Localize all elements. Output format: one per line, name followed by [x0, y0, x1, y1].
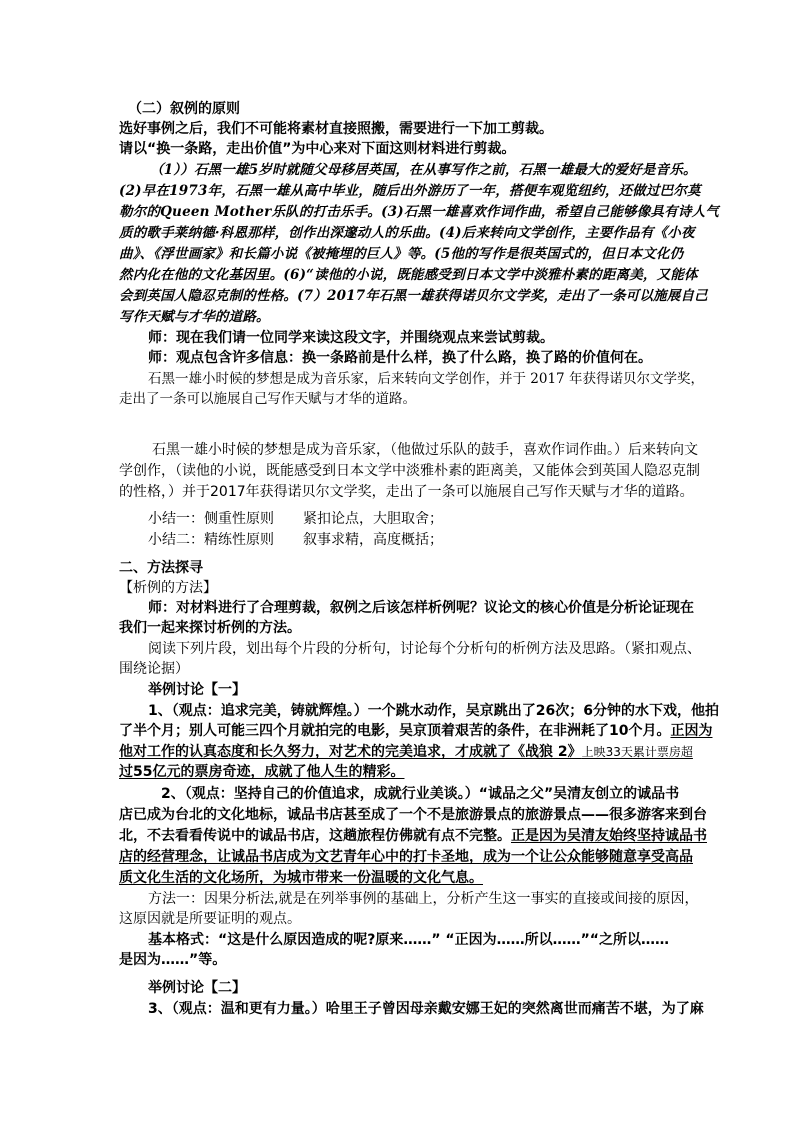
- analysis-sentence: 正是因为吴清友始终坚持诚品书: [511, 828, 707, 844]
- example-line: 3、（观点：温和更有力量。）哈里王子曾因母亲戴安娜王妃的突然离世而痛苦不堪，为了麻: [148, 1001, 704, 1017]
- analysis-sentence: [119, 742, 693, 762]
- analysis-sentence: 店的经营理念，让诚品书店成为文艺青年心中的打卡圣地，成为一个让公众能够随意享受高品: [119, 849, 693, 865]
- box-office-note: 上映33天累计票房超: [581, 745, 693, 759]
- paragraph-line: 选好事例之后，我们不可能将素材直接照搬，需要进行一下加工剪裁。: [119, 121, 553, 137]
- example-heading-two: 举例讨论【二】: [148, 980, 246, 996]
- subheading-analysis-method: 【析例的方法】: [119, 580, 217, 596]
- material-line: （1））石黑一雄5岁时就随父母移居英国，在从事写作之前，石黑一雄最大的爱好是音乐。: [150, 162, 697, 178]
- section-heading-narration-principles: （二）叙例的原则: [128, 101, 240, 117]
- example-text: 了半个月；别人可能三四个月就拍完的电影，吴京顶着艰苦的条件，在非洲耗了10个月。: [119, 723, 671, 739]
- analysis-text: 他对工作的认真态度和长久努力，对艺术的完美追求，才成就了《战狼 2》: [119, 744, 582, 760]
- example-text: 北，不去看看传说中的诚品书店，这趟旅程仿佛就有点不完整。: [119, 828, 511, 844]
- method-one-description: 方法一：因果分析法,就是在列举事例的基础上，分析产生这一事实的直接或间接的原因，: [148, 891, 699, 907]
- summary-two-text: 叙事求精，高度概括；: [303, 532, 443, 548]
- teacher-line: 师：对材料进行了合理剪裁，叙例之后该怎样析例呢？议论文的核心价值是分析论证现在: [148, 600, 694, 616]
- teacher-line: 师：观点包含许多信息：换一条路前是什么样，换了什么路，换了路的价值何在。: [148, 350, 652, 366]
- example-line: 2、（观点：坚持自己的价值追求，成就行业美谈。）“诚品之父”吴清友创立的诚品书: [161, 786, 680, 802]
- method-one-description: 这原因就是所要证明的观点。: [119, 911, 301, 927]
- trimmed-version-line: 石黑一雄小时候的梦想是成为音乐家，后来转向文学创作，并于 2017 年获得诺贝尔文学奖，: [148, 371, 704, 387]
- example-heading-one: 举例讨论【一】: [148, 682, 246, 698]
- example-line: [119, 721, 712, 741]
- teacher-line: 我们一起来探讨析例的方法。: [119, 620, 301, 636]
- material-line: 曲》、《浮世画家》和长篇小说《被掩埋的巨人》等。(5他的写作是很英国式的，但日本文化仍: [119, 246, 684, 262]
- reading-instruction: 阅读下列片段，划出每个片段的分析句，讨论每个分析句的析例方法及思路。（紧扣观点、: [148, 641, 701, 657]
- material-line: 写作天赋与才华的道路。: [119, 309, 270, 325]
- basic-format-line: 是因为……”等。: [119, 952, 227, 968]
- example-line: 店已成为台北的文化地标，诚品书店甚至成了一个不是旅游景点的旅游景点——很多游客来到台: [119, 807, 707, 823]
- analysis-sentence: 正因为: [670, 723, 713, 739]
- task-instruction: 请以“换一条路，走出价值”为中心来对下面这则材料进行剪裁。: [119, 141, 516, 157]
- teacher-line: 师：现在我们请一位同学来读这段文字，并围绕观点来尝试剪裁。: [148, 330, 554, 346]
- expanded-version-line: 石黑一雄小时候的梦想是成为音乐家，（他做过乐队的鼓手，喜欢作词作曲。）后来转向文: [152, 442, 698, 458]
- summary-two-label: 小结二：精练性原则: [148, 532, 274, 548]
- basic-format-line: 基本格式：“这是什么原因造成的呢?原来……” “正因为……所以……”“之所以……: [148, 932, 669, 948]
- material-line: (2)早在1973年，石黑一雄从高中毕业，随后出外游历了一年，搭便车观览纽约，还做过巴尔莫: [119, 183, 701, 199]
- summary-one-text: 紧扣论点，大胆取舍；: [303, 511, 443, 527]
- example-line: [119, 826, 707, 846]
- expanded-version-line: 学创作，（读他的小说，既能感受到日本文学中淡雅朴素的距离美，又能体会到英国人隐忍克制: [119, 463, 700, 479]
- material-line: 勒尔的Queen Mother乐队的打击乐手。(3)石黑一雄喜欢作词作曲，希望自己能够像具有诗人气: [119, 204, 719, 220]
- expanded-version-line: 的性格，）并于2017年获得诺贝尔文学奖，走出了一条可以施展自己写作天赋与才华的道路。: [119, 484, 694, 500]
- trimmed-version-line: 走出了一条可以施展自己写作天赋与才华的道路。: [119, 391, 416, 407]
- analysis-sentence: 质文化生活的文化场所，为城市带来一份温暖的文化气息。: [119, 870, 483, 886]
- reading-instruction: 围绕论据）: [119, 661, 189, 677]
- material-line: 质的歌手莱纳德·科恩那样，创作出深邃动人的乐曲。(4)后来转向文学创作，主要作品有《小夜: [119, 225, 695, 241]
- material-line: 然内化在他的文化基因里。(6)“读他的小说，既能感受到日本文学中淡雅朴素的距离美，又能体: [119, 267, 698, 283]
- section-heading-method: 二、方法探寻: [119, 560, 203, 576]
- summary-one-label: 小结一：侧重性原则: [148, 511, 274, 527]
- analysis-sentence: 过55亿元的票房奇迹，成就了他人生的精彩。: [119, 764, 405, 780]
- example-line: 1、（观点：追求完美，铸就辉煌。）一个跳水动作，吴京跳出了26次；6分钟的水下戏，他拍: [148, 703, 719, 719]
- material-line: 会到英国人隐忍克制的性格。(7）2017年石黑一雄获得诺贝尔文学奖，走出了一条可以施展自己: [119, 288, 708, 304]
